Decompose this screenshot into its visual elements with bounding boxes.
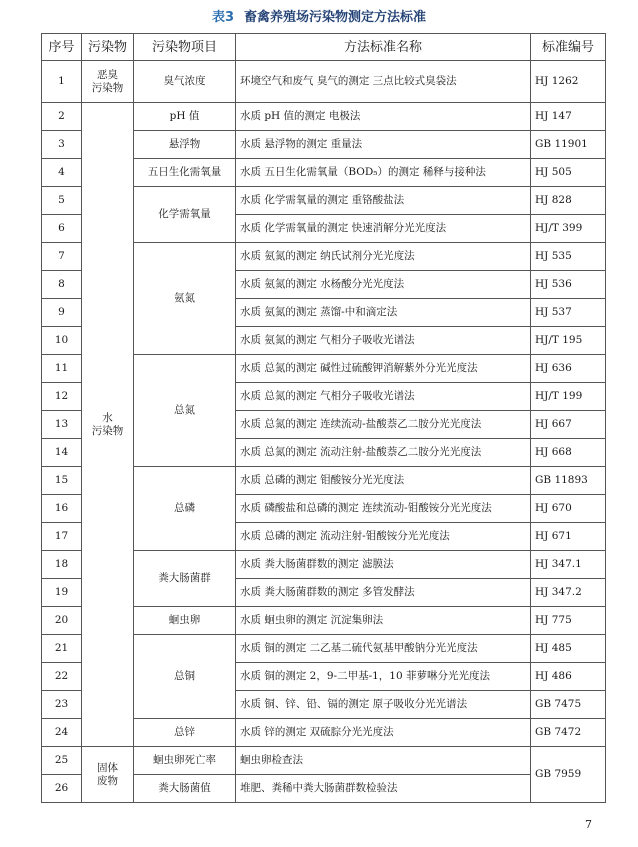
std-no: GB 11893 — [531, 467, 606, 495]
item-egg: 蛔虫卵 — [134, 607, 236, 635]
method: 水质 总氮的测定 气相分子吸收光谱法 — [236, 383, 531, 411]
std-no: GB 7959 — [531, 747, 606, 803]
std-no: GB 11901 — [531, 131, 606, 159]
method: 水质 锌的测定 双硫腙分光光度法 — [236, 719, 531, 747]
row-no: 21 — [42, 635, 82, 663]
std-no: HJ 485 — [531, 635, 606, 663]
std-no: HJ/T 199 — [531, 383, 606, 411]
item-odor: 臭气浓度 — [134, 61, 236, 103]
standards-table — [41, 33, 606, 803]
row-no: 5 — [42, 187, 82, 215]
method: 水质 铜的测定 2，9-二甲基-1，10 菲萝啉分光光度法 — [236, 663, 531, 691]
table-caption — [0, 6, 638, 25]
item-zn: 总锌 — [134, 719, 236, 747]
std-no: HJ 347.1 — [531, 551, 606, 579]
item-ss: 悬浮物 — [134, 131, 236, 159]
row-no: 1 — [42, 61, 82, 103]
item-nh3: 氨氮 — [134, 243, 236, 355]
table-row — [42, 747, 606, 775]
method: 水质 化学需氧量的测定 重铬酸盐法 — [236, 187, 531, 215]
row-no: 17 — [42, 523, 82, 551]
method: 水质 悬浮物的测定 重量法 — [236, 131, 531, 159]
std-no: HJ 671 — [531, 523, 606, 551]
item-coliform: 粪大肠菌群 — [134, 551, 236, 607]
method: 水质 化学需氧量的测定 快速消解分光光度法 — [236, 215, 531, 243]
header-category: 污染物 — [82, 34, 134, 61]
header-std: 标准编号 — [531, 34, 606, 61]
item-bod: 五日生化需氧量 — [134, 159, 236, 187]
row-no: 15 — [42, 467, 82, 495]
method: 水质 铜、锌、铅、镉的测定 原子吸收分光光谱法 — [236, 691, 531, 719]
page-number: 7 — [585, 818, 592, 831]
method: 水质 总氮的测定 碱性过硫酸钾消解紫外分光光度法 — [236, 355, 531, 383]
item-cu: 总铜 — [134, 635, 236, 719]
method: 环境空气和废气 臭气的测定 三点比较式臭袋法 — [236, 61, 531, 103]
method: 蛔虫卵检查法 — [236, 747, 531, 775]
method: 水质 pH 值的测定 电极法 — [236, 103, 531, 131]
item-ph: pH 值 — [134, 103, 236, 131]
row-no: 12 — [42, 383, 82, 411]
std-no: HJ 535 — [531, 243, 606, 271]
method: 水质 铜的测定 二乙基二硫代氨基甲酸钠分光光度法 — [236, 635, 531, 663]
std-no: HJ 537 — [531, 299, 606, 327]
method: 水质 氨氮的测定 蒸馏-中和滴定法 — [236, 299, 531, 327]
category-solid: 固体 废物 — [82, 747, 134, 803]
std-no: GB 7472 — [531, 719, 606, 747]
row-no: 25 — [42, 747, 82, 775]
std-no: HJ 668 — [531, 439, 606, 467]
row-no: 11 — [42, 355, 82, 383]
item-cod: 化学需氧量 — [134, 187, 236, 243]
header-row — [42, 34, 606, 61]
row-no: 18 — [42, 551, 82, 579]
method: 水质 氨氮的测定 气相分子吸收光谱法 — [236, 327, 531, 355]
header-method: 方法标准名称 — [236, 34, 531, 61]
std-no: HJ 536 — [531, 271, 606, 299]
method: 水质 总氮的测定 连续流动-盐酸萘乙二胺分光光度法 — [236, 411, 531, 439]
table-row — [42, 61, 606, 103]
row-no: 4 — [42, 159, 82, 187]
method: 水质 氨氮的测定 水杨酸分光光度法 — [236, 271, 531, 299]
row-no: 3 — [42, 131, 82, 159]
method: 水质 总磷的测定 钼酸铵分光光度法 — [236, 467, 531, 495]
category-water: 水 污染物 — [82, 103, 134, 747]
item-coliform-value: 粪大肠菌值 — [134, 775, 236, 803]
method: 水质 蛔虫卵的测定 沉淀集卵法 — [236, 607, 531, 635]
row-no: 16 — [42, 495, 82, 523]
std-no: HJ 670 — [531, 495, 606, 523]
caption-label: 表3 — [211, 10, 235, 25]
category-odor: 恶臭 污染物 — [82, 61, 134, 103]
std-no: HJ 147 — [531, 103, 606, 131]
row-no: 2 — [42, 103, 82, 131]
method: 水质 五日生化需氧量（BOD₅）的测定 稀释与接种法 — [236, 159, 531, 187]
item-egg-death: 蛔虫卵死亡率 — [134, 747, 236, 775]
method: 水质 总磷的测定 流动注射-钼酸铵分光光度法 — [236, 523, 531, 551]
caption-title: 畜禽养殖场污染物测定方法标准 — [244, 10, 427, 25]
table-row — [42, 103, 606, 131]
row-no: 22 — [42, 663, 82, 691]
row-no: 20 — [42, 607, 82, 635]
header-no: 序号 — [42, 34, 82, 61]
std-no: HJ 1262 — [531, 61, 606, 103]
row-no: 7 — [42, 243, 82, 271]
header-item: 污染物项目 — [134, 34, 236, 61]
std-no: HJ/T 195 — [531, 327, 606, 355]
method: 水质 磷酸盐和总磷的测定 连续流动-钼酸铵分光光度法 — [236, 495, 531, 523]
row-no: 19 — [42, 579, 82, 607]
row-no: 8 — [42, 271, 82, 299]
std-no: HJ 775 — [531, 607, 606, 635]
row-no: 13 — [42, 411, 82, 439]
std-no: HJ/T 399 — [531, 215, 606, 243]
std-no: HJ 636 — [531, 355, 606, 383]
row-no: 6 — [42, 215, 82, 243]
std-no: HJ 828 — [531, 187, 606, 215]
method: 水质 粪大肠菌群数的测定 多管发酵法 — [236, 579, 531, 607]
method: 堆肥、粪稀中粪大肠菌群数检验法 — [236, 775, 531, 803]
std-no: HJ 347.2 — [531, 579, 606, 607]
method: 水质 氨氮的测定 纳氏试剂分光光度法 — [236, 243, 531, 271]
row-no: 10 — [42, 327, 82, 355]
std-no: HJ 505 — [531, 159, 606, 187]
std-no: HJ 486 — [531, 663, 606, 691]
std-no: HJ 667 — [531, 411, 606, 439]
item-tn: 总氮 — [134, 355, 236, 467]
row-no: 9 — [42, 299, 82, 327]
row-no: 14 — [42, 439, 82, 467]
method: 水质 粪大肠菌群数的测定 滤膜法 — [236, 551, 531, 579]
item-tp: 总磷 — [134, 467, 236, 551]
method: 水质 总氮的测定 流动注射-盐酸萘乙二胺分光光度法 — [236, 439, 531, 467]
row-no: 24 — [42, 719, 82, 747]
std-no: GB 7475 — [531, 691, 606, 719]
row-no: 23 — [42, 691, 82, 719]
row-no: 26 — [42, 775, 82, 803]
